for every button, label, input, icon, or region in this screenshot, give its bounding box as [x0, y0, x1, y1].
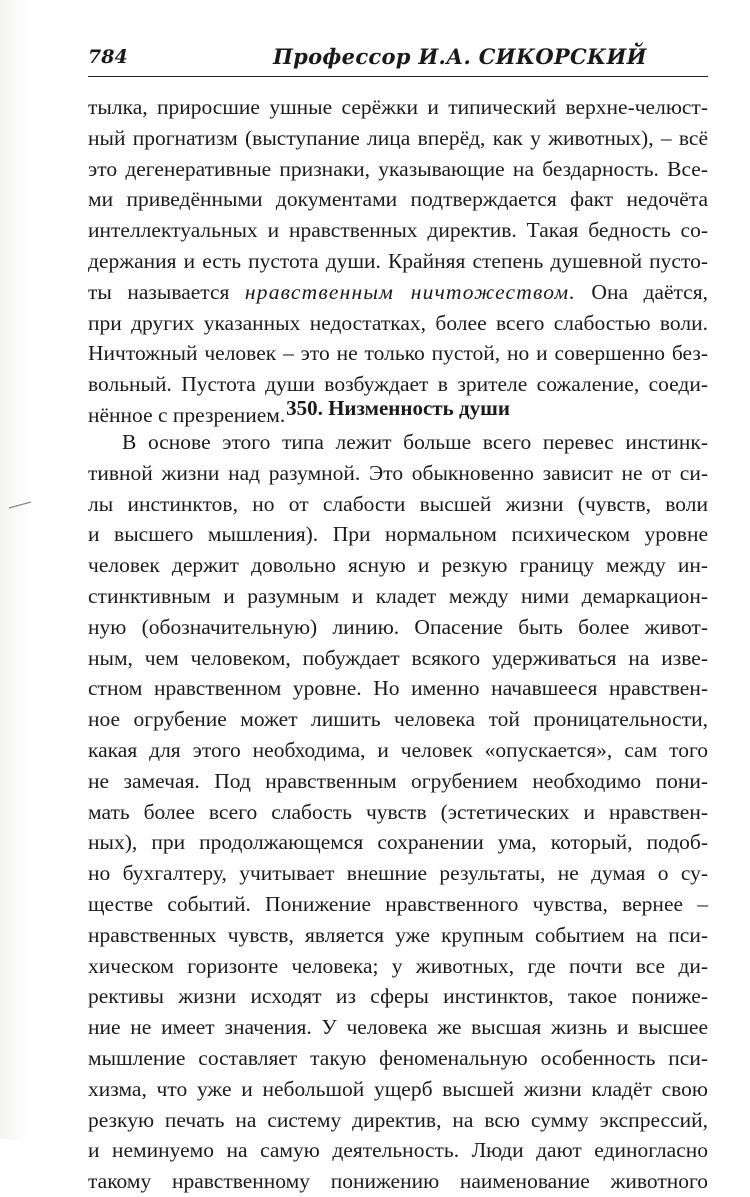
text-line: ным, чем человеком, побуждает всякого удерживаться на изве-	[88, 645, 708, 670]
text-line: нённое с презрением.	[88, 402, 286, 427]
text-line: тылка, приросшие ушные серёжки и типический верхне-челюст-	[88, 95, 708, 119]
page-header	[88, 40, 708, 80]
text-line: такому нравственному понижению наименование животного	[88, 1169, 708, 1194]
section-heading: 350. Низменность души	[286, 396, 510, 420]
text-line: какая для этого необходима, и человек «опускается», сам того	[88, 737, 708, 762]
text-line: мать более всего слабость чувств (эстетических и нравствен-	[88, 799, 708, 824]
text-line: тивной жизни над разумной. Это обыкновенно зависит не от си-	[88, 460, 708, 485]
text-line: это дегенеративные признаки, указывающие на бездарность. Все-	[88, 156, 708, 181]
text-line: резкую печать на систему директив, на всю сумму экспрессий,	[88, 1107, 708, 1132]
text-line: ное огрубение может лишить человека той проницательности,	[88, 707, 708, 732]
paragraph-1	[88, 92, 708, 431]
text-line: ществе событий. Понижение нравственного чувства, вернее –	[88, 891, 708, 916]
text-line: хизма, что уже и небольшой ущерб высшей жизни кладёт свою	[88, 1076, 708, 1101]
italic-term: нравственным ничтожеством.	[244, 279, 576, 304]
text-line: ную (обозначительную) линию. Опасение быть более живот-	[88, 614, 708, 639]
text-line: В основе этого типа лежит больше всего перевес инстинк-	[122, 430, 708, 454]
paragraph-2	[88, 427, 708, 1197]
text-line: держания и есть пустота души. Крайняя степень душевной пусто-	[88, 248, 708, 273]
text-fragment: Она даётся,	[575, 279, 708, 304]
text-line: нравственных чувств, является уже крупным событием на пси-	[88, 922, 708, 947]
text-line: лы инстинктов, но от слабости высшей жизни (чувств, воли	[88, 491, 708, 516]
text-line: стинктивным и разумным и кладет между ними демаркацион-	[88, 583, 708, 608]
text-line: Ничтожный человек – это не только пустой, но и совершенно без-	[88, 341, 708, 366]
text-line: стном нравственном уровне. Но именно начавшееся нравствен-	[88, 676, 708, 701]
text-line: мышление составляет такую феноменальную особенность пси-	[88, 1045, 708, 1070]
text-line: ный прогнатизм (выступание лица вперёд, как у животных), – всё	[88, 125, 708, 150]
text-line: интеллектуальных и нравственных директив. Такая бедность со-	[88, 218, 708, 243]
margin-pencil-mark	[8, 500, 32, 510]
text-line: вольный. Пустота души возбуждает в зрителе сожаление, соеди-	[88, 372, 708, 397]
text-line: при других указанных недостатках, более всего слабостью воли.	[88, 310, 708, 335]
text-line: ние не имеет значения. У человека же высшая жизнь и высшее	[88, 1015, 708, 1040]
text-line: не замечая. Под нравственным огрубением необходимо пони-	[88, 768, 708, 793]
text-fragment: ты называется	[88, 279, 245, 304]
text-line: и неминуемо на самую деятельность. Люди дают единогласно	[88, 1138, 708, 1163]
header-rule	[88, 76, 708, 77]
text-line: и высшего мышления). При нормальном психическом уровне	[88, 522, 708, 547]
page-number: 784	[88, 46, 128, 68]
text-line: человек держит довольно ясную и резкую границу между ин-	[88, 553, 708, 578]
text-line: но бухгалтеру, учитывает внешние результаты, не думая о су-	[88, 861, 708, 886]
text-line-with-term	[88, 277, 708, 308]
text-line: хическом горизонте человека; у животных, где почти все ди-	[88, 953, 708, 978]
running-title: Профессор И.А. СИКОРСКИЙ	[273, 44, 647, 69]
text-line: ных), при продолжающемся сохранении ума, который, подоб-	[88, 830, 708, 855]
text-line: ми приведёнными документами подтверждается факт недочёта	[88, 187, 708, 212]
text-line: рективы жизни исходят из сферы инстинктов, такое пониже-	[88, 984, 708, 1009]
